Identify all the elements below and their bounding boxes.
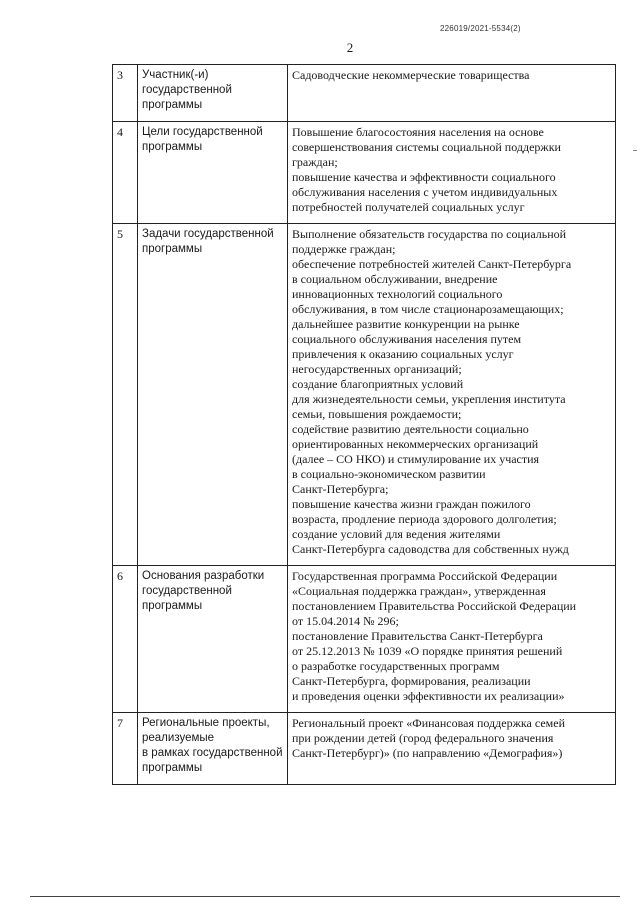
row-value (288, 224, 616, 566)
value-line: содействие развитию деятельности социально (292, 422, 529, 436)
value-line: Выполнение обязательств государства по социальной (292, 227, 567, 241)
value-line: совершенствования системы социальной поддержки (292, 140, 561, 154)
row-number: 5 (113, 224, 138, 566)
value-line: обслуживания населения с учетом индивидуальных (292, 185, 558, 199)
value-line: Садоводческие некоммерческие товарищества (292, 68, 530, 82)
value-line: о разработке государственных программ (292, 659, 500, 673)
value-line: для жизнедеятельности семьи, укрепления института (292, 392, 566, 406)
value-line: дальнейшее развитие конкуренции на рынке (292, 317, 520, 331)
value-line: инновационных технологий социального (292, 287, 503, 301)
value-line: Санкт-Петербурга, формирования, реализации (292, 674, 531, 688)
row-number: 6 (113, 566, 138, 713)
value-line: обслуживания, в том числе стационарозамещающих; (292, 302, 564, 316)
label-line: государственной (142, 585, 232, 597)
label-line: Задачи государственной (142, 228, 274, 240)
label-line: программы (142, 762, 203, 774)
row-label (138, 713, 288, 785)
value-line: поддержке граждан; (292, 242, 396, 256)
row-label (138, 122, 288, 224)
row-value (288, 65, 616, 122)
value-line: в социально-экономическом развитии (292, 467, 486, 481)
value-line: Региональный проект «Финансовая поддержка семей (292, 716, 565, 730)
row-label (138, 566, 288, 713)
value-line: повышение качества жизни граждан пожилого (292, 497, 531, 511)
value-line: при рождении детей (город федерального значения (292, 731, 554, 745)
label-line: Основания разработки (142, 570, 265, 582)
table-row (113, 65, 616, 122)
value-line: и проведения оценки эффективности их реализации» (292, 689, 565, 703)
value-line: создание благоприятных условий (292, 377, 464, 391)
label-line: программы (142, 243, 203, 255)
table-row (113, 713, 616, 785)
row-value (288, 122, 616, 224)
value-line: Санкт-Петербурга; (292, 482, 389, 496)
value-line: постановление Правительства Санкт-Петербурга (292, 629, 543, 643)
label-line: Региональные проекты, (142, 717, 270, 729)
row-label (138, 65, 288, 122)
scan-mark (633, 150, 637, 151)
label-line: Участник(-и) (142, 69, 209, 81)
value-line: потребностей получателей социальных услуг (292, 200, 525, 214)
value-line: Санкт-Петербург)» (по направлению «Демография») (292, 746, 563, 760)
label-line: в рамках государственной (142, 747, 283, 759)
value-line: в социальном обслуживании, внедрение (292, 272, 498, 286)
value-line: Санкт-Петербурга садоводства для собственных нужд (292, 542, 569, 556)
value-line: негосударственных организаций; (292, 362, 462, 376)
value-line: Повышение благосостояния населения на основе (292, 125, 544, 139)
row-value (288, 566, 616, 713)
value-line: постановлением Правительства Российской Федерации (292, 599, 577, 613)
value-line: «Социальная поддержка граждан», утвержденная (292, 584, 546, 598)
value-line: обеспечение потребностей жителей Санкт-Петербурга (292, 257, 572, 271)
footer-rule (30, 896, 620, 897)
value-line: ориентированных некоммерческих организаций (292, 437, 539, 451)
label-line: государственной (142, 84, 232, 96)
value-line: повышение качества и эффективности социального (292, 170, 556, 184)
row-label (138, 224, 288, 566)
value-line: социального обслуживания населения путем (292, 332, 522, 346)
value-line: создание условий для ведения жителями (292, 527, 501, 541)
row-value (288, 713, 616, 785)
table-row (113, 566, 616, 713)
document-id: 226019/2021-5534(2) (440, 24, 521, 33)
value-line: (далее – СО НКО) и стимулирование их участия (292, 452, 540, 466)
row-number: 4 (113, 122, 138, 224)
value-line: от 25.12.2013 № 1039 «О порядке принятия решений (292, 644, 563, 658)
value-line: семьи, повышения рождаемости; (292, 407, 462, 421)
row-number: 7 (113, 713, 138, 785)
value-line: привлечения к оказанию социальных услуг (292, 347, 514, 361)
program-passport-table (112, 64, 616, 785)
table-row (113, 122, 616, 224)
label-line: Цели государственной (142, 126, 263, 138)
page-number: 2 (346, 40, 354, 55)
label-line: программы (142, 99, 203, 111)
value-line: граждан; (292, 155, 338, 169)
value-line: Государственная программа Российской Федерации (292, 569, 558, 583)
label-line: программы (142, 141, 203, 153)
label-line: реализуемые (142, 732, 215, 744)
table-row (113, 224, 616, 566)
value-line: возраста, продление периода здорового долголетия; (292, 512, 557, 526)
row-number: 3 (113, 65, 138, 122)
value-line: от 15.04.2014 № 296; (292, 614, 399, 628)
label-line: программы (142, 600, 203, 612)
